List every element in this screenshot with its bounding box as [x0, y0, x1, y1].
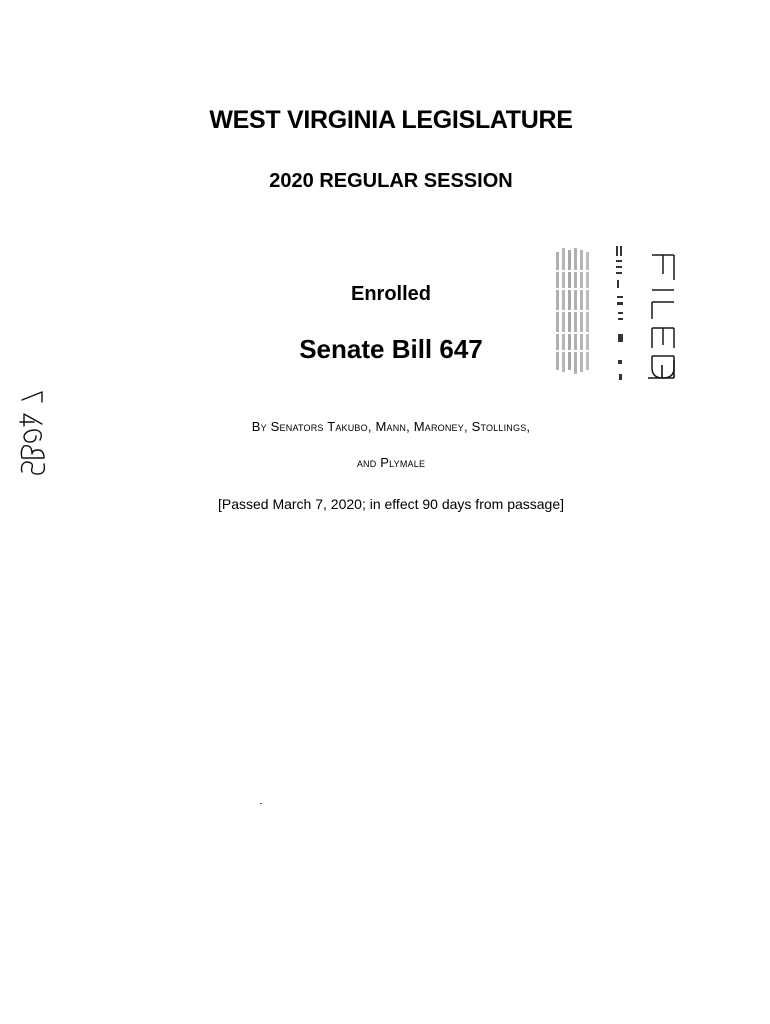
sponsors-line-2: and Plymale — [356, 455, 426, 470]
filed-stamp-graphic — [548, 240, 684, 390]
scan-speck — [260, 803, 262, 804]
enrolled-status: Enrolled — [350, 283, 431, 305]
legislature-heading: WEST VIRGINIA LEGISLATURE — [209, 106, 573, 134]
filed-stamp — [548, 240, 684, 390]
sponsors-line-1: By Senators Takubo, Mann, Maroney, Stollings, — [251, 419, 531, 434]
handwritten-note — [16, 388, 50, 478]
handwritten-note-graphic — [16, 388, 50, 478]
session-heading: 2020 REGULAR SESSION — [269, 170, 513, 192]
passed-note: [Passed March 7, 2020; in effect 90 days from passage] — [217, 496, 565, 512]
bill-title: Senate Bill 647 — [299, 334, 483, 364]
